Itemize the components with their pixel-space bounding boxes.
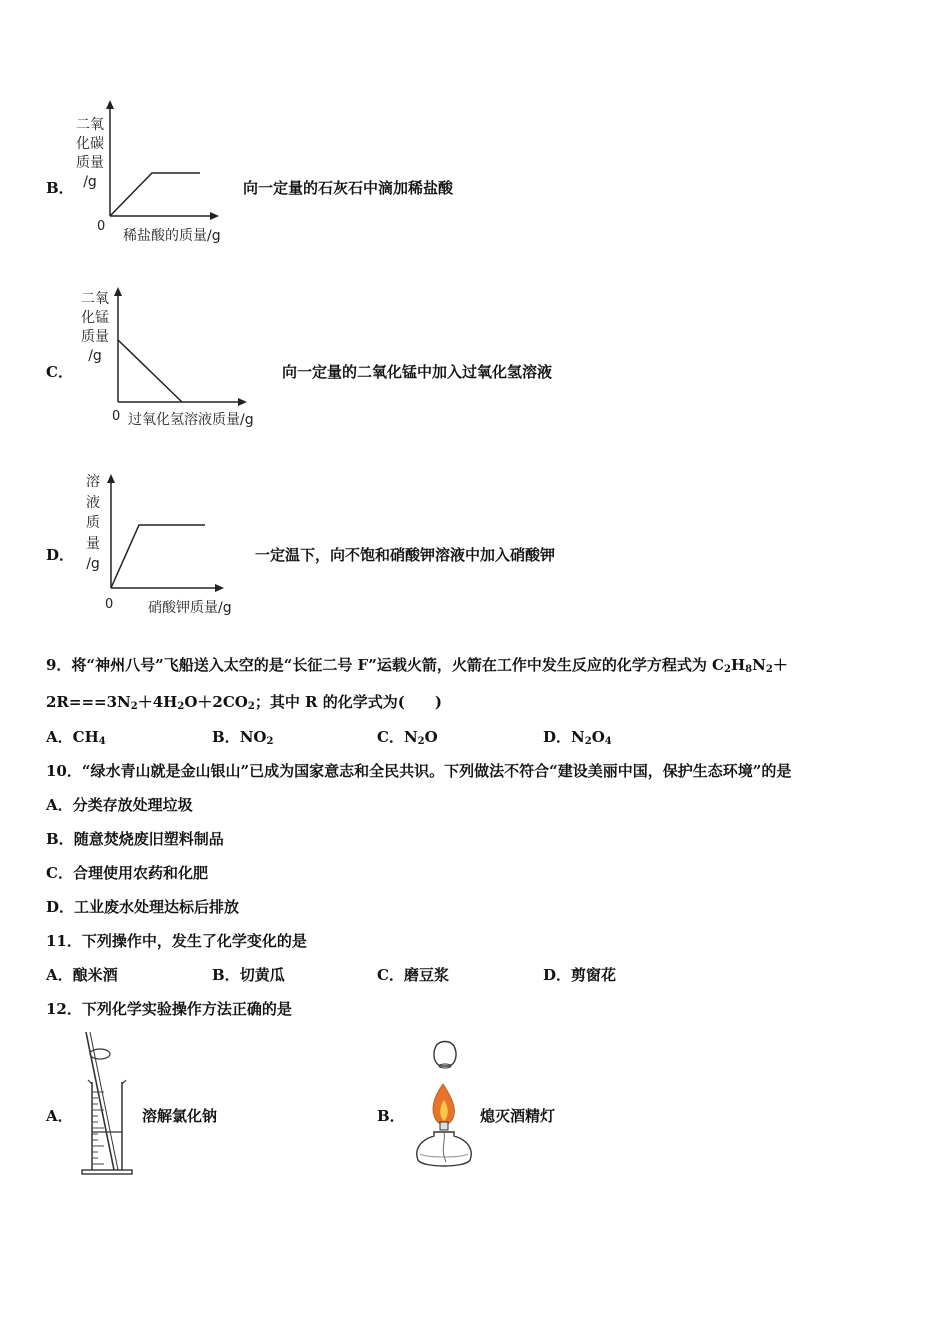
cylinder-body <box>92 1082 122 1170</box>
line-graph <box>108 287 258 407</box>
graduation-marks <box>92 1092 104 1164</box>
cylinder-base <box>82 1170 132 1174</box>
wick-holder <box>440 1122 448 1130</box>
x-axis-arrow <box>215 584 224 592</box>
x-axis-arrow <box>238 398 247 406</box>
answer-option-b[interactable]: B．$NO_2$ <box>212 728 274 747</box>
y-axis-arrow <box>106 100 114 109</box>
answer-option-d[interactable]: D．工业废水处理达标后排放 <box>46 898 240 916</box>
y-axis-arrow <box>107 474 115 483</box>
line-graph <box>100 100 230 225</box>
answer-option-a[interactable]: A．$CH_4$ <box>46 728 106 747</box>
option-letter: B． <box>377 1107 405 1125</box>
y-axis-label: 溶 液 质 量 /g <box>86 474 100 572</box>
answer-option-c[interactable]: C．$N_2O$ <box>377 728 438 747</box>
x-axis-label: 硝酸钾质量/g <box>148 600 232 616</box>
question-stem: 12．下列化学实验操作方法正确的是 <box>46 1000 292 1018</box>
formula-c2h8n2: $C_2H_8N_2+$ <box>712 656 788 675</box>
answer-option-d[interactable]: D．剪窗花 <box>543 966 617 984</box>
y-axis-label: 二氧 化碳 质量 /g <box>76 117 104 190</box>
answer-option-a[interactable]: A．分类存放处理垃圾 <box>46 796 193 814</box>
origin-label: 0 <box>112 409 121 424</box>
graduated-cylinder-figure <box>70 1030 140 1175</box>
option-description: 向一定量的二氧化锰中加入过氧化氢溶液 <box>282 363 553 381</box>
x-axis-label: 过氧化氢溶液质量/g <box>128 412 254 428</box>
question-stem-line-1: 9．将“神州八号”飞船送入太空的是“长征二号 F”运载火箭，火箭在工作中发生反应的化学方程式为 $C_2H_8N_2+$ <box>46 656 788 675</box>
data-curve <box>118 340 182 402</box>
data-curve <box>111 525 205 588</box>
data-curve <box>110 173 200 216</box>
question-stem-line-2 <box>46 691 442 712</box>
equation-display: $2R===3N_2+4H_2O+2CO_2$；其中 R 的化学式为( ) <box>46 693 442 712</box>
origin-label: 0 <box>97 219 106 234</box>
answer-option-b[interactable]: B．随意焚烧废旧塑料制品 <box>46 830 224 848</box>
answer-option-c[interactable]: C．合理使用农药和化肥 <box>46 864 208 882</box>
question-stem: 10．“绿水青山就是金山银山”已成为国家意志和全民共识。下列做法不符合“建设美丽中国，保护生态环境”的是 <box>46 762 792 780</box>
answer-option-b[interactable]: B．切黄瓜 <box>212 966 285 984</box>
option-letter: A． <box>46 1107 73 1125</box>
x-axis-arrow <box>210 212 219 220</box>
y-axis-label: 二氧 化锰 质量 /g <box>81 291 109 364</box>
option-letter: C． <box>46 363 73 381</box>
y-axis-arrow <box>114 287 122 296</box>
answer-option-a[interactable]: A．酿米酒 <box>46 966 118 984</box>
option-letter: D． <box>46 546 75 564</box>
line-graph <box>101 474 236 594</box>
answer-option-c[interactable]: C．磨豆浆 <box>377 966 449 984</box>
lamp-cap <box>434 1042 456 1067</box>
option-description: 一定温下，向不饱和硝酸钾溶液中加入硝酸钾 <box>255 546 556 564</box>
alcohol-lamp-figure <box>408 1036 478 1176</box>
option-description: 向一定量的石灰石中滴加稀盐酸 <box>243 179 454 197</box>
option-caption: 熄灭酒精灯 <box>480 1107 556 1125</box>
answer-option-d[interactable]: D．$N_2O_4$ <box>543 728 612 747</box>
option-letter: B． <box>46 179 74 197</box>
option-caption: 溶解氯化钠 <box>142 1107 218 1125</box>
x-axis-label: 稀盐酸的质量/g <box>123 228 221 244</box>
origin-label: 0 <box>105 597 114 612</box>
question-stem: 11．下列操作中，发生了化学变化的是 <box>46 932 307 950</box>
